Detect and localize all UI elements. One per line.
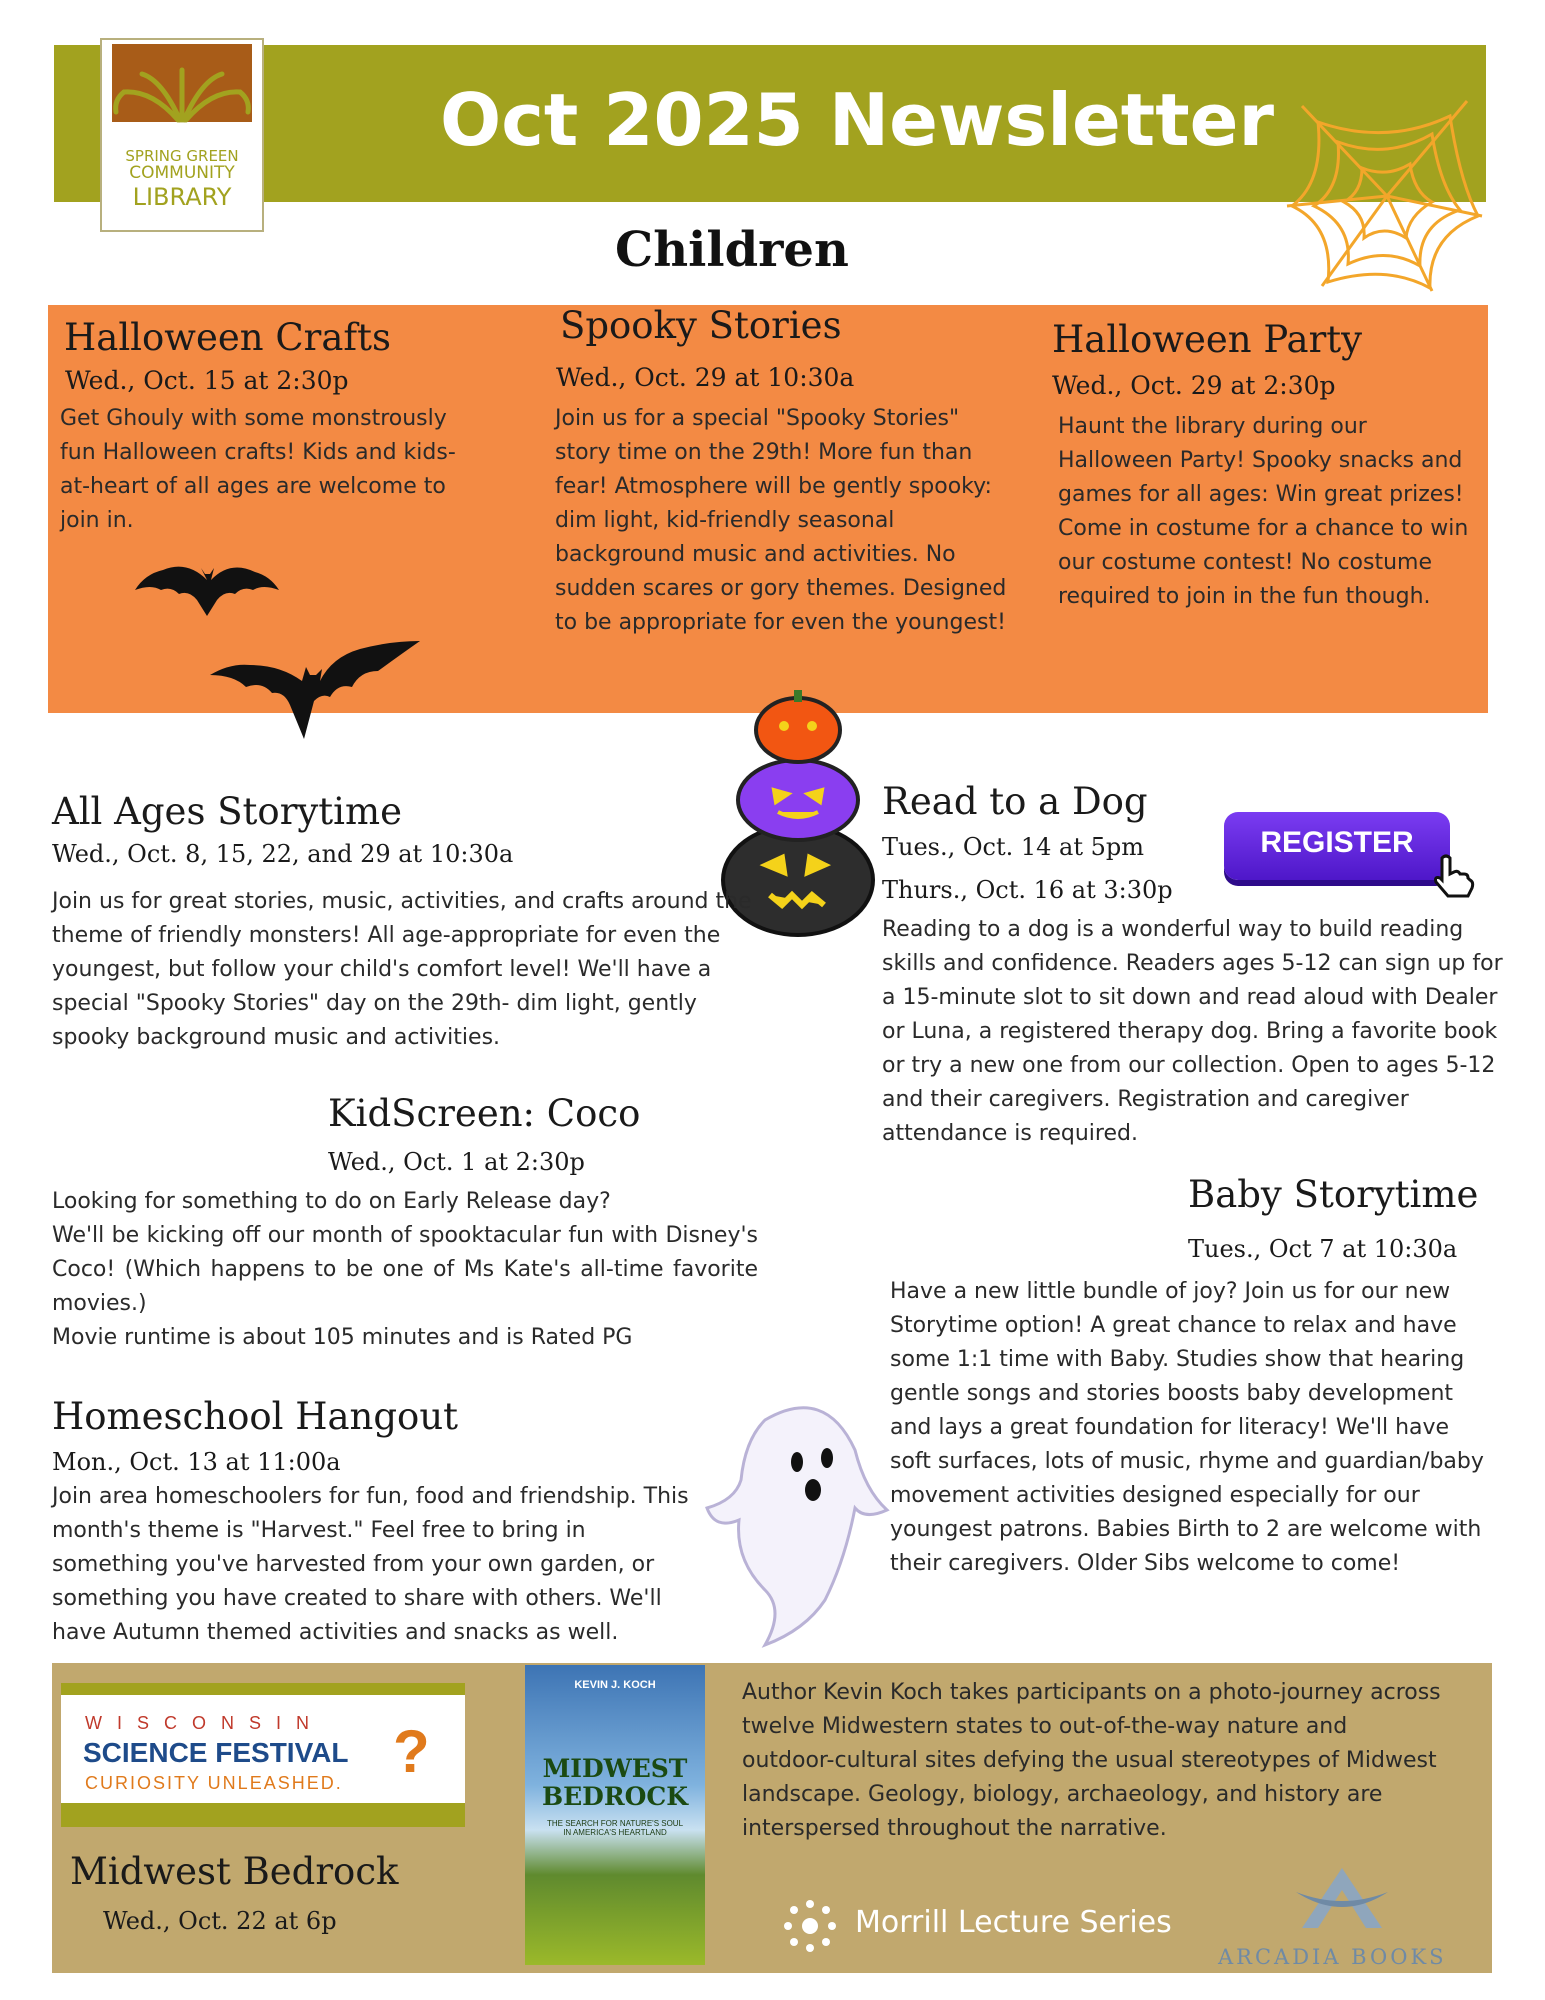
bedrock-body: Author Kevin Koch takes participants on a photo-journey across twelve Midwestern states to out-of-the-way nature and outdoor-cultural sites defying the usual stereotypes of Midwest landscape. Geology, biology, archaeology, and history are interspersed throughout the narrative.: [742, 1680, 1441, 1841]
arcadia-books: ARCADIA BOOKS: [1218, 1945, 1447, 1969]
read-dog-body: Reading to a dog is a wonderful way to build reading skills and confidence. Readers ages 5-12 can sign up for a 15-minute slot to sit down and read aloud with Dealer or Luna, a registered therapy dog. Bring a favorite book or try a new one from our collection. Open to ages 5-12 and their caregivers. Registration and caregiver attendance is required.: [882, 917, 1503, 1146]
logo-text: [102, 148, 262, 212]
book-title-line-2: BEDROCK: [541, 1782, 689, 1811]
all-ages-title: All Ages Storytime: [52, 790, 402, 833]
homeschool-body: Join area homeschoolers for fun, food and friendship. This month's theme is "Harvest." Feel free to bring in something you've harvested from your own garden, or something you have created to share with others. We'll have Autumn themed activities and snacks as well.: [52, 1484, 689, 1645]
book-author: KEVIN J. KOCH: [574, 1679, 656, 1691]
cursor-hand-icon: [1428, 852, 1476, 900]
midwest-bedrock-date: Wed., Oct. 22 at 6p: [103, 1907, 337, 1935]
science-festival-logo[interactable]: [61, 1683, 465, 1827]
logo-line-3: LIBRARY: [132, 183, 232, 211]
arcadia-logo-icon: [1292, 1862, 1392, 1934]
baby-storytime-date: Tues., Oct 7 at 10:30a: [1188, 1235, 1458, 1263]
section-title: Children: [615, 222, 849, 278]
newsletter-title: Oct 2025 Newsletter: [440, 78, 1274, 162]
homeschool-date: Mon., Oct. 13 at 11:00a: [52, 1448, 341, 1476]
kidscreen-line-3: Movie runtime is about 105 minutes and is Rated PG: [52, 1325, 633, 1350]
halloween-crafts-body: Get Ghouly with some monstrously fun Halloween crafts! Kids and kids-at-heart of all ages are welcome to join in.: [60, 406, 456, 533]
kidscreen-title: KidScreen: Coco: [328, 1092, 641, 1135]
halloween-crafts-title: Halloween Crafts: [64, 316, 391, 359]
read-dog-date-2: Thurs., Oct. 16 at 3:30p: [882, 876, 1173, 904]
logo-line-1: SPRING GREEN: [125, 147, 239, 165]
kidscreen-line-2: We'll be kicking off our month of spooktacular fun with Disney's Coco! (Which happens to be one of Ms Kate's all-time favorite movies.): [52, 1223, 758, 1316]
festival-line-3: CURIOSITY UNLEASHED.: [85, 1773, 343, 1793]
book-title: [525, 1755, 705, 1811]
all-ages-date: Wed., Oct. 8, 15, 22, and 29 at 10:30a: [52, 840, 514, 868]
library-logo-icon: [102, 40, 262, 150]
kidscreen-date: Wed., Oct. 1 at 2:30p: [328, 1148, 585, 1176]
festival-line-2: SCIENCE FESTIVAL: [83, 1737, 349, 1768]
logo-line-2: COMMUNITY: [129, 163, 235, 183]
halloween-party-title: Halloween Party: [1052, 318, 1363, 361]
baby-storytime-body: Have a new little bundle of joy? Join us for our new Storytime option! A great chance to relax and have some 1:1 time with Baby. Studies show that hearing gentle songs and stories boosts baby development and lays a great foundation for literacy! We'll have soft surfaces, lots of music, rhyme and guardian/baby movement activities designed especially for our youngest patrons. Babies Birth to 2 are welcome with their caregivers. Older Sibs welcome to come!: [890, 1279, 1484, 1576]
spooky-stories-body: Join us for a special "Spooky Stories" story time on the 29th! More fun than fear! Atmosphere will be gently spooky: dim light, kid-friendly seasonal background music and activities. No sudden scares or gory themes. Designed to be appropriate for even the youngest!: [555, 406, 1007, 635]
morrill-lecture-series: Morrill Lecture Series: [855, 1905, 1172, 1940]
sun-icon: [782, 1898, 838, 1954]
question-mark-icon: ?: [393, 1718, 430, 1785]
kidscreen-line-1: Looking for something to do on Early Release day?: [52, 1189, 611, 1214]
ghost-icon: [705, 1390, 890, 1650]
halloween-crafts-date: Wed., Oct. 15 at 2:30p: [65, 366, 349, 395]
book-subtitle: THE SEARCH FOR NATURE'S SOUL IN AMERICA'S HEARTLAND: [546, 1819, 684, 1837]
spooky-stories-title: Spooky Stories: [560, 304, 842, 347]
halloween-party-date: Wed., Oct. 29 at 2:30p: [1052, 371, 1336, 400]
baby-storytime-title: Baby Storytime: [1188, 1173, 1479, 1216]
read-dog-title: Read to a Dog: [882, 780, 1148, 823]
bat-icon-large: [210, 635, 420, 745]
book-title-line-1: MIDWEST: [542, 1754, 688, 1783]
all-ages-body: Join us for great stories, music, activities, and crafts around the theme of friendly monsters! All age-appropriate for even the youngest, but follow your child's comfort level! We'll have a special "Spooky Stories" day on the 29th- dim light, gently spooky background music and activities.: [52, 889, 752, 1050]
book-cover[interactable]: [525, 1665, 705, 1965]
library-logo[interactable]: [100, 38, 264, 232]
festival-line-1: WISCONSIN: [85, 1713, 325, 1733]
spiderweb-icon: [1282, 96, 1492, 296]
read-dog-date-1: Tues., Oct. 14 at 5pm: [882, 833, 1145, 861]
halloween-party-body: Haunt the library during our Halloween Party! Spooky snacks and games for all ages: Win great prizes! Come in costume for a chance to win our costume contest! No costume required to join in the fun though.: [1058, 414, 1469, 609]
spooky-stories-date: Wed., Oct. 29 at 10:30a: [556, 363, 855, 392]
midwest-bedrock-title: Midwest Bedrock: [70, 1850, 399, 1893]
homeschool-title: Homeschool Hangout: [52, 1395, 459, 1438]
register-button[interactable]: REGISTER: [1224, 812, 1450, 880]
bat-icon: [135, 550, 280, 625]
kidscreen-body: [52, 1185, 758, 1355]
